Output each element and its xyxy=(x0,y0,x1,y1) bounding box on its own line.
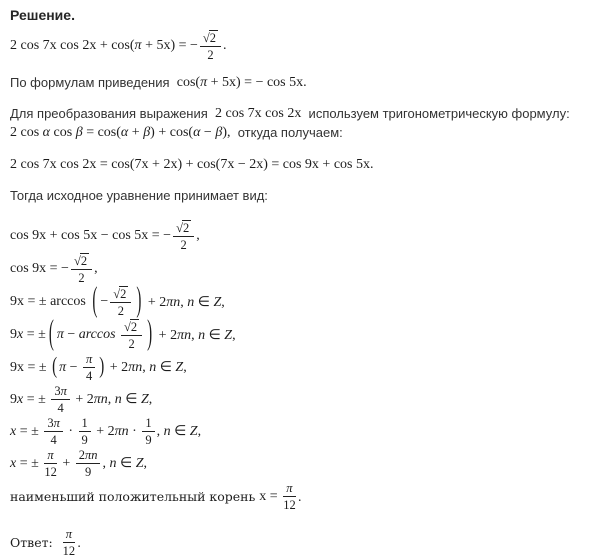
equation-step-5 xyxy=(10,352,590,383)
numerator xyxy=(44,416,63,432)
fraction xyxy=(83,352,95,383)
denominator xyxy=(128,336,134,351)
equation-original xyxy=(10,30,590,62)
math-segment: cos 9x = − xyxy=(10,261,69,276)
numerator xyxy=(71,253,92,270)
numerator xyxy=(79,416,91,432)
sqrt-argument: 2 xyxy=(130,320,138,334)
fraction xyxy=(142,416,154,447)
equation-step-7 xyxy=(10,416,590,447)
sqrt-argument: 2 xyxy=(182,221,190,235)
math-segment: + 2πn, n ∈ Z, xyxy=(155,327,236,343)
equation-step-2 xyxy=(10,253,590,285)
equation-product-formula xyxy=(10,124,590,141)
math-segment: − xyxy=(100,294,109,309)
math-segment: . xyxy=(223,38,227,53)
solution-content xyxy=(10,7,590,559)
math-segment: 3π xyxy=(47,416,60,430)
paren: ) xyxy=(147,315,153,353)
fraction xyxy=(44,416,63,447)
text-segment: используем тригонометрическую формулу: xyxy=(301,106,570,121)
fraction xyxy=(76,448,101,479)
sqrt-argument: 2 xyxy=(209,31,217,45)
numerator xyxy=(200,30,221,47)
denominator xyxy=(63,543,76,558)
sqrt-argument: 2 xyxy=(80,254,88,268)
math-segment: 2 cos 7x cos 2x = cos(7x + 2x) + cos(7x − 2x) = cos 9x + cos 5x. xyxy=(10,156,374,172)
para-reduction-formula xyxy=(10,74,590,91)
denominator xyxy=(85,464,91,479)
math-segment: 2 xyxy=(117,304,124,318)
math-segment: 2 cos 7x cos 2x xyxy=(215,105,302,121)
math-segment: 12 xyxy=(283,498,296,512)
fraction xyxy=(200,30,221,62)
fraction xyxy=(63,527,76,558)
sqrt xyxy=(176,220,191,235)
sqrt-symbol: √ xyxy=(202,31,210,45)
para-smallest-root xyxy=(10,481,590,512)
math-segment: 9x = ± xyxy=(10,391,50,407)
math-segment: + xyxy=(58,455,74,471)
para-then-equation xyxy=(10,187,590,204)
math-segment: 2 xyxy=(78,271,85,285)
denominator xyxy=(86,368,92,383)
numerator xyxy=(51,384,70,400)
sqrt-symbol: √ xyxy=(176,221,183,235)
math-segment: π − xyxy=(59,359,82,375)
paren: ( xyxy=(92,282,98,320)
math-segment: 9 xyxy=(81,433,88,447)
math-segment: 9x = ± xyxy=(10,327,46,342)
math-segment: 9x = ± arccos xyxy=(10,294,90,309)
math-segment: cos(π + 5x) = − cos 5x. xyxy=(176,74,307,90)
sqrt-symbol: √ xyxy=(124,320,131,334)
text-segment: Ответ: xyxy=(10,535,61,550)
math-segment: 2 xyxy=(128,337,135,351)
math-segment: π xyxy=(86,352,93,366)
math-segment: x = xyxy=(259,488,282,504)
text-segment: наименьший положительный корень xyxy=(10,489,260,504)
math-segment: · xyxy=(64,423,77,439)
math-segment: + 2πn, n ∈ Z, xyxy=(71,392,153,407)
math-segment: π xyxy=(47,448,54,462)
math-segment: + 2πn · xyxy=(92,423,141,439)
denominator xyxy=(207,47,213,62)
math-segment: 9 xyxy=(84,465,92,479)
equation-step-4 xyxy=(10,315,590,353)
equation-step-6 xyxy=(10,384,590,415)
numerator xyxy=(110,286,131,303)
fraction xyxy=(283,481,296,512)
math-segment: 9 xyxy=(145,433,152,447)
text-segment: откуда получаем: xyxy=(230,125,343,140)
text-segment: Для преобразования выражения xyxy=(10,106,215,121)
math-segment: 2 cos α cos β = cos(α + β) + cos(α − β), xyxy=(10,124,231,140)
numerator xyxy=(76,448,101,464)
answer xyxy=(10,526,590,559)
denominator xyxy=(44,464,57,479)
denominator xyxy=(145,432,151,447)
math-segment: π xyxy=(286,481,293,495)
sqrt-argument: 2 xyxy=(120,287,127,301)
text-segment: Тогда исходное уравнение принимает вид: xyxy=(10,188,268,203)
fraction xyxy=(121,319,142,351)
math-segment: 2 cos 7x cos 2x + cos(π + 5x) = − xyxy=(10,38,198,53)
fraction xyxy=(51,384,70,415)
math-segment: x = ± xyxy=(10,423,43,439)
fraction xyxy=(110,286,131,318)
numerator xyxy=(142,416,154,432)
math-segment: 2πn xyxy=(78,448,98,462)
numerator xyxy=(173,220,194,237)
numerator xyxy=(63,527,75,543)
math-segment: π xyxy=(65,527,73,541)
denominator xyxy=(181,237,187,252)
sqrt-symbol: √ xyxy=(73,254,81,268)
math-segment: cos 9x + cos 5x − cos 5x = − xyxy=(10,228,172,243)
fraction xyxy=(173,220,194,252)
math-segment: π − arccos xyxy=(56,327,116,342)
denominator xyxy=(82,432,88,447)
numerator xyxy=(283,481,295,497)
denominator xyxy=(78,270,84,285)
math-segment: 3π xyxy=(54,384,67,398)
sqrt xyxy=(74,253,89,268)
equation-step-3 xyxy=(10,282,590,320)
math-segment: , n ∈ Z, xyxy=(102,456,147,471)
numerator xyxy=(44,448,56,464)
math-segment: , xyxy=(196,228,200,243)
text-segment: . xyxy=(297,489,302,504)
sqrt-symbol: √ xyxy=(113,287,121,301)
paren: ( xyxy=(52,354,58,380)
denominator xyxy=(118,303,124,318)
denominator xyxy=(283,497,296,512)
sqrt xyxy=(113,286,128,301)
math-segment: 1 xyxy=(81,416,88,430)
para-transform-intro xyxy=(10,105,590,122)
math-segment: + 2πn, n ∈ Z, xyxy=(144,294,225,310)
text-segment: . xyxy=(77,535,82,550)
math-segment: 4 xyxy=(86,369,93,383)
math-segment: 12 xyxy=(44,465,57,479)
math-segment: 12 xyxy=(62,544,76,558)
math-segment: 9x = ± xyxy=(10,359,51,375)
numerator xyxy=(83,352,95,368)
denominator xyxy=(57,400,63,415)
math-segment: 4 xyxy=(50,433,57,447)
paren: ) xyxy=(99,354,105,380)
equation-product-applied xyxy=(10,156,590,173)
fraction xyxy=(44,448,57,479)
math-segment: 1 xyxy=(145,416,152,430)
equation-step-8 xyxy=(10,448,590,479)
paren: ) xyxy=(136,282,142,320)
math-segment: 2 xyxy=(180,238,187,252)
math-segment: , xyxy=(94,261,98,276)
denominator xyxy=(50,432,56,447)
math-segment: 2 xyxy=(207,48,214,62)
math-segment: x = ± xyxy=(10,455,43,471)
text-segment: По формулам приведения xyxy=(10,75,177,90)
solution-heading: Решение. xyxy=(10,7,75,23)
equation-step-1 xyxy=(10,220,590,252)
math-segment: 4 xyxy=(57,401,64,415)
paren: ( xyxy=(48,315,54,353)
fraction xyxy=(71,253,92,285)
math-segment: , n ∈ Z, xyxy=(156,424,202,439)
sqrt xyxy=(203,30,218,45)
math-segment: + 2πn, n ∈ Z, xyxy=(106,360,187,375)
fraction xyxy=(79,416,91,447)
